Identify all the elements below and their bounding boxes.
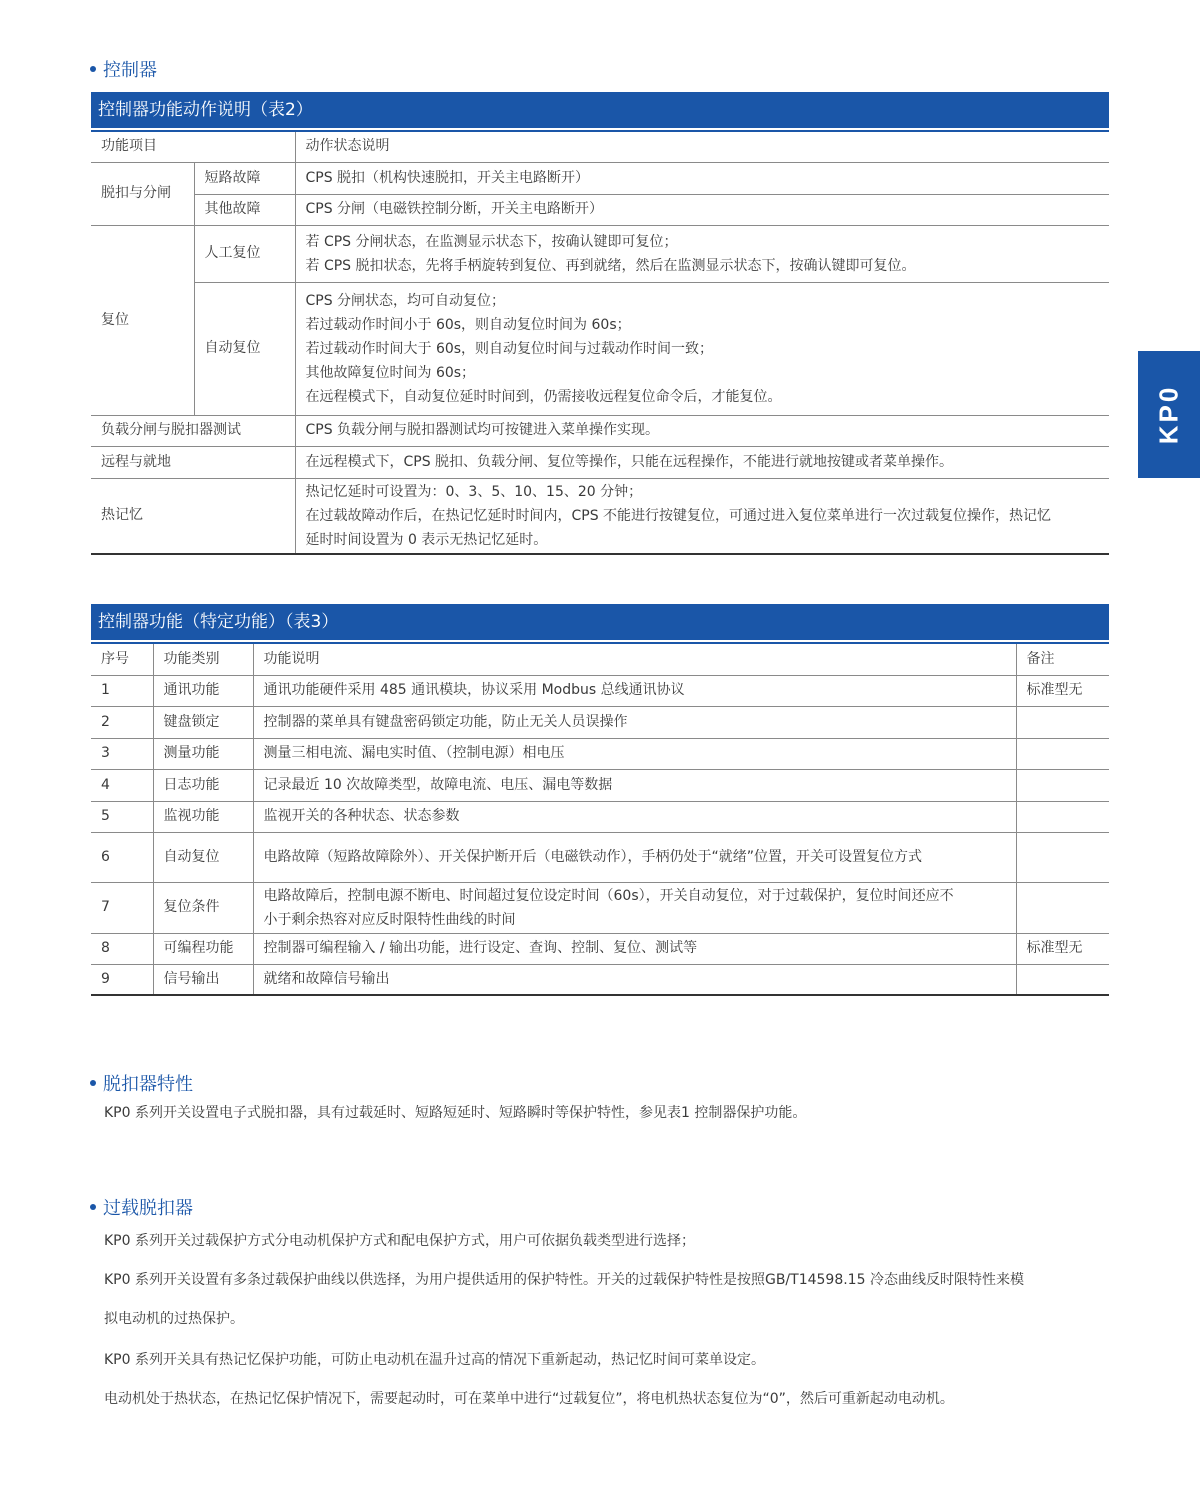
- row-category: 日志功能: [153, 769, 253, 801]
- header-cell: 功能说明: [253, 644, 1016, 675]
- table-2-title: 控制器功能动作说明（表2）: [91, 92, 1109, 128]
- desc-line: 在远程模式下，自动复位延时时间到，仍需接收远程复位命令后，才能复位。: [305, 388, 782, 405]
- bullet-dot: [90, 1080, 96, 1086]
- trip-paragraph: KP0 系列开关设置电子式脱扣器，具有过载延时、短路短延时、短路瞬时等保护特性，参见表1 控制器保护功能。: [104, 1105, 807, 1121]
- section-trip-title: [90, 1070, 193, 1096]
- row-number: 4: [91, 769, 153, 801]
- table-row: [91, 446, 1109, 478]
- desc-line: 监视开关的各种状态、状态参数: [263, 808, 460, 824]
- desc-line: 控制器的菜单具有键盘密码锁定功能，防止无关人员误操作: [263, 713, 628, 730]
- desc-line: 小于剩余热容对应反时限特性曲线的时间: [263, 911, 516, 928]
- row-number: 3: [91, 738, 153, 769]
- desc-line: 延时时间设置为 0 表示无热记忆延时。: [305, 531, 548, 548]
- row-desc: [253, 964, 1016, 995]
- desc-line: 控制器可编程输入 / 输出功能，进行设定、查询、控制、复位、测试等: [263, 940, 698, 956]
- row-desc: [253, 882, 1016, 933]
- table-header-row: [91, 132, 1109, 162]
- row-number: 1: [91, 675, 153, 706]
- header-cell: 功能类别: [153, 644, 253, 675]
- row-label: 短路故障: [194, 162, 295, 194]
- desc-line: 若过载动作时间小于 60s，则自动复位时间为 60s；: [305, 316, 631, 333]
- side-tab-label: KP0: [1153, 384, 1184, 445]
- row-note: 标准型无: [1016, 675, 1109, 706]
- row-desc: [295, 478, 1109, 554]
- row-label: 人工复位: [194, 225, 295, 282]
- section-title-text: 脱扣器特性: [103, 1074, 193, 1095]
- overload-paragraph: KP0 系列开关设置有多条过载保护曲线以供选择，为用户提供适用的保护特性。开关的过载保护特性是按照GB/T14598.15 冷态曲线反时限特性来模: [104, 1272, 1024, 1288]
- header-cell: 动作状态说明: [295, 132, 1109, 162]
- table-row: [91, 882, 1109, 933]
- header-cell: 序号: [91, 644, 153, 675]
- row-number: 9: [91, 964, 153, 995]
- table-2-grid: [91, 132, 1109, 555]
- section-controller-title: [90, 56, 157, 82]
- desc-line: 电路故障后，控制电源不断电、时间超过复位设定时间（60s），开关自动复位，对于过载保护，复位时间还应不: [263, 887, 954, 904]
- table-row: [91, 933, 1109, 964]
- bullet-dot: [90, 66, 96, 72]
- row-category: 复位条件: [153, 882, 253, 933]
- row-label: 远程与就地: [91, 446, 295, 478]
- row-number: 2: [91, 706, 153, 738]
- row-desc: CPS 脱扣（机构快速脱扣，开关主电路断开）: [295, 162, 1109, 194]
- table-3: [91, 604, 1109, 996]
- row-desc: [253, 769, 1016, 801]
- row-number: 8: [91, 933, 153, 964]
- overload-paragraph: 电动机处于热状态，在热记忆保护情况下，需要起动时，可在菜单中进行“过载复位”，将电机热状态复位为“0”，然后可重新起动电动机。: [104, 1391, 954, 1407]
- row-category: 信号输出: [153, 964, 253, 995]
- table-header-row: [91, 644, 1109, 675]
- row-category: 测量功能: [153, 738, 253, 769]
- row-label: 其他故障: [194, 194, 295, 225]
- row-desc: CPS 分闸（电磁铁控制分断，开关主电路断开）: [295, 194, 1109, 225]
- section-title-text: 控制器: [103, 60, 157, 81]
- row-group-label: 复位: [91, 225, 194, 415]
- row-note: [1016, 832, 1109, 882]
- bullet-dot: [90, 1204, 96, 1210]
- row-note: 标准型无: [1016, 933, 1109, 964]
- row-number: 5: [91, 801, 153, 832]
- row-label: 自动复位: [194, 282, 295, 415]
- table-row: [91, 675, 1109, 706]
- row-desc: [253, 675, 1016, 706]
- table-row: [91, 964, 1109, 995]
- row-desc: CPS 负载分闸与脱扣器测试均可按键进入菜单操作实现。: [295, 415, 1109, 446]
- header-cell: 备注: [1016, 644, 1109, 675]
- row-note: [1016, 801, 1109, 832]
- table-row: [91, 415, 1109, 446]
- desc-line: 热记忆延时可设置为：0、3、5、10、15、20 分钟；: [305, 483, 643, 500]
- table-row: [91, 706, 1109, 738]
- row-desc: [253, 933, 1016, 964]
- table-row: [91, 832, 1109, 882]
- row-number: 7: [91, 882, 153, 933]
- table-3-title: 控制器功能（特定功能）（表3）: [91, 604, 1109, 640]
- table-row: [91, 282, 1109, 415]
- table-row: [91, 769, 1109, 801]
- table-row: [91, 162, 1109, 194]
- row-desc: [253, 801, 1016, 832]
- section-overload-title: [90, 1194, 193, 1220]
- section-title-text: 过载脱扣器: [103, 1198, 193, 1219]
- desc-line: 记录最近 10 次故障类型，故障电流、电压、漏电等数据: [263, 776, 613, 793]
- desc-line: 若 CPS 脱扣状态，先将手柄旋转到复位、再到就绪，然后在监测显示状态下，按确认键即可复位。: [305, 257, 916, 274]
- table-3-grid: [91, 644, 1109, 996]
- overload-paragraph: KP0 系列开关过载保护方式分电动机保护方式和配电保护方式，用户可依据负载类型进行选择；: [104, 1233, 695, 1249]
- row-category: 自动复位: [153, 832, 253, 882]
- table-row: [91, 801, 1109, 832]
- row-category: 键盘锁定: [153, 706, 253, 738]
- desc-line: 通讯功能硬件采用 485 通讯模块，协议采用 Modbus 总线通讯协议: [263, 682, 685, 698]
- row-desc: [295, 282, 1109, 415]
- table-row: [91, 194, 1109, 225]
- row-desc: [253, 706, 1016, 738]
- row-category: 监视功能: [153, 801, 253, 832]
- row-note: [1016, 706, 1109, 738]
- desc-line: CPS 分闸状态，均可自动复位；: [305, 292, 506, 309]
- row-label: 热记忆: [91, 478, 295, 554]
- row-note: [1016, 738, 1109, 769]
- header-cell: 功能项目: [91, 132, 295, 162]
- desc-line: 在过载故障动作后，在热记忆延时时间内，CPS 不能进行按键复位，可通过进入复位菜单进行一次过载复位操作，热记忆: [305, 507, 1052, 524]
- desc-line: 其他故障复位时间为 60s；: [305, 364, 476, 381]
- table-row: [91, 478, 1109, 554]
- row-desc: [295, 225, 1109, 282]
- desc-line: 若过载动作时间大于 60s，则自动复位时间与过载动作时间一致；: [305, 340, 714, 357]
- row-group-label: 脱扣与分闸: [91, 162, 194, 225]
- overload-paragraph: KP0 系列开关具有热记忆保护功能，可防止电动机在温升过高的情况下重新起动，热记忆时间可菜单设定。: [104, 1352, 765, 1368]
- row-desc: [253, 738, 1016, 769]
- row-category: 通讯功能: [153, 675, 253, 706]
- row-note: [1016, 769, 1109, 801]
- table-2: [91, 92, 1109, 555]
- desc-line: 若 CPS 分闸状态，在监测显示状态下，按确认键即可复位；: [305, 233, 678, 250]
- desc-line: 就绪和故障信号输出: [263, 970, 390, 987]
- table-row: [91, 225, 1109, 282]
- row-desc: [253, 832, 1016, 882]
- desc-line: 测量三相电流、漏电实时值、（控制电源）相电压: [263, 745, 565, 761]
- row-category: 可编程功能: [153, 933, 253, 964]
- row-label: 负载分闸与脱扣器测试: [91, 415, 295, 446]
- row-note: [1016, 882, 1109, 933]
- desc-line: 电路故障（短路故障除外）、开关保护断开后（电磁铁动作），手柄仍处于“就绪”位置，开关可设置复位方式: [263, 848, 923, 865]
- side-tab-kp0: [1138, 351, 1200, 478]
- row-desc: 在远程模式下，CPS 脱扣、负载分闸、复位等操作，只能在远程操作，不能进行就地按键或者菜单操作。: [295, 446, 1109, 478]
- table-row: [91, 738, 1109, 769]
- row-number: 6: [91, 832, 153, 882]
- overload-paragraph: 拟电动机的过热保护。: [104, 1311, 244, 1327]
- row-note: [1016, 964, 1109, 995]
